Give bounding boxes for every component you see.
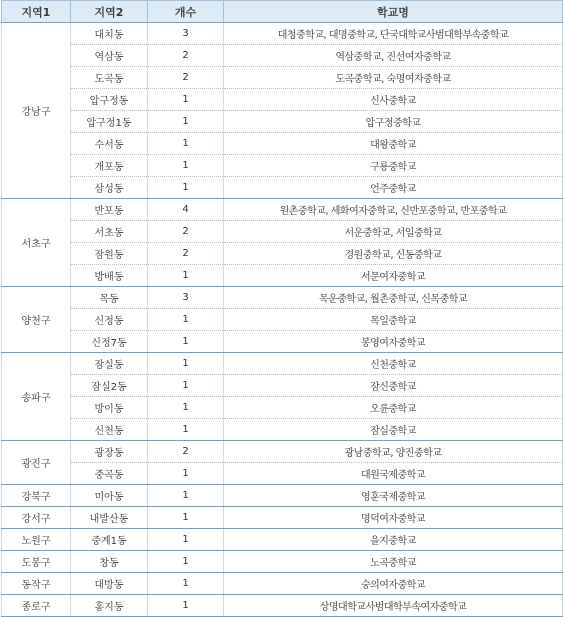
count-cell: 1	[148, 89, 224, 111]
count-cell: 1	[148, 397, 224, 419]
region2-cell: 역삼동	[71, 45, 148, 67]
table-row	[2, 177, 563, 199]
region1-cell: 강남구	[2, 23, 71, 199]
table-row	[2, 133, 563, 155]
school-names-cell: 언주중학교	[224, 177, 563, 199]
region1-cell: 송파구	[2, 353, 71, 441]
region1-cell: 노원구	[2, 529, 71, 551]
region2-cell: 서초동	[71, 221, 148, 243]
table-row	[2, 309, 563, 331]
school-names-cell: 역삼중학교, 진선여자중학교	[224, 45, 563, 67]
school-names-cell: 구룡중학교	[224, 155, 563, 177]
count-cell: 1	[148, 331, 224, 353]
count-cell: 1	[148, 551, 224, 573]
table-row	[2, 111, 563, 133]
region2-cell: 중곡동	[71, 463, 148, 485]
count-cell: 2	[148, 243, 224, 265]
count-cell: 1	[148, 111, 224, 133]
region2-cell: 잠실동	[71, 353, 148, 375]
region2-cell: 도곡동	[71, 67, 148, 89]
count-cell: 1	[148, 419, 224, 441]
header-region2: 지역2	[71, 1, 148, 23]
table-row	[2, 45, 563, 67]
school-names-cell: 영훈국제중학교	[224, 485, 563, 507]
school-names-cell: 목일중학교	[224, 309, 563, 331]
count-cell: 1	[148, 353, 224, 375]
region2-cell: 내발산동	[71, 507, 148, 529]
school-names-cell: 압구정중학교	[224, 111, 563, 133]
region1-cell: 양천구	[2, 287, 71, 353]
region1-cell: 도봉구	[2, 551, 71, 573]
table-row	[2, 463, 563, 485]
count-cell: 1	[148, 155, 224, 177]
region2-cell: 대방동	[71, 573, 148, 595]
count-cell: 1	[148, 265, 224, 287]
region2-cell: 방이동	[71, 397, 148, 419]
region1-cell: 강북구	[2, 485, 71, 507]
school-names-cell: 목운중학교, 월촌중학교, 신목중학교	[224, 287, 563, 309]
count-cell: 1	[148, 529, 224, 551]
table-row	[2, 485, 563, 507]
count-cell: 1	[148, 309, 224, 331]
school-names-cell: 상명대학교사범대학부속여자중학교	[224, 595, 563, 617]
region2-cell: 압구정1동	[71, 111, 148, 133]
region2-cell: 수서동	[71, 133, 148, 155]
table-row	[2, 89, 563, 111]
count-cell: 1	[148, 573, 224, 595]
school-table	[1, 0, 563, 617]
region1-cell: 강서구	[2, 507, 71, 529]
table-row	[2, 595, 563, 617]
table-row	[2, 23, 563, 45]
school-names-cell: 대왕중학교	[224, 133, 563, 155]
table-row	[2, 573, 563, 595]
school-names-cell: 잠신중학교	[224, 375, 563, 397]
count-cell: 3	[148, 23, 224, 45]
school-names-cell: 대원국제중학교	[224, 463, 563, 485]
header-school: 학교명	[224, 1, 563, 23]
region2-cell: 잠원동	[71, 243, 148, 265]
table-row	[2, 529, 563, 551]
school-names-cell: 잠실중학교	[224, 419, 563, 441]
region2-cell: 개포동	[71, 155, 148, 177]
region2-cell: 신정7동	[71, 331, 148, 353]
school-names-cell: 광남중학교, 양진중학교	[224, 441, 563, 463]
table-row	[2, 441, 563, 463]
count-cell: 3	[148, 287, 224, 309]
count-cell: 1	[148, 485, 224, 507]
region2-cell: 방배동	[71, 265, 148, 287]
region2-cell: 창동	[71, 551, 148, 573]
table-row	[2, 67, 563, 89]
region2-cell: 광장동	[71, 441, 148, 463]
school-names-cell: 서문여자중학교	[224, 265, 563, 287]
region2-cell: 대치동	[71, 23, 148, 45]
region1-cell: 서초구	[2, 199, 71, 287]
header-row	[2, 1, 563, 23]
school-names-cell: 서운중학교, 서일중학교	[224, 221, 563, 243]
count-cell: 2	[148, 441, 224, 463]
school-names-cell: 도곡중학교, 숙명여자중학교	[224, 67, 563, 89]
table-row	[2, 353, 563, 375]
school-names-cell: 신사중학교	[224, 89, 563, 111]
region1-cell: 광진구	[2, 441, 71, 485]
table-row	[2, 331, 563, 353]
count-cell: 1	[148, 507, 224, 529]
table-row	[2, 221, 563, 243]
count-cell: 4	[148, 199, 224, 221]
school-names-cell: 원촌중학교, 세화여자중학교, 신반포중학교, 반포중학교	[224, 199, 563, 221]
region2-cell: 삼성동	[71, 177, 148, 199]
table-row	[2, 375, 563, 397]
school-names-cell: 대청중학교, 대명중학교, 단국대학교사범대학부속중학교	[224, 23, 563, 45]
count-cell: 1	[148, 375, 224, 397]
table-row	[2, 287, 563, 309]
region2-cell: 미아동	[71, 485, 148, 507]
table-row	[2, 155, 563, 177]
school-names-cell: 을지중학교	[224, 529, 563, 551]
header-count: 개수	[148, 1, 224, 23]
region2-cell: 중계1동	[71, 529, 148, 551]
region2-cell: 반포동	[71, 199, 148, 221]
count-cell: 1	[148, 595, 224, 617]
school-names-cell: 경원중학교, 신동중학교	[224, 243, 563, 265]
region2-cell: 홍지동	[71, 595, 148, 617]
school-names-cell: 오륜중학교	[224, 397, 563, 419]
table-body	[2, 23, 563, 617]
region2-cell: 신정동	[71, 309, 148, 331]
region1-cell: 동작구	[2, 573, 71, 595]
table-row	[2, 551, 563, 573]
table-row	[2, 507, 563, 529]
table-row	[2, 419, 563, 441]
count-cell: 2	[148, 45, 224, 67]
school-names-cell: 신천중학교	[224, 353, 563, 375]
region2-cell: 신천동	[71, 419, 148, 441]
count-cell: 2	[148, 67, 224, 89]
table-row	[2, 243, 563, 265]
count-cell: 1	[148, 133, 224, 155]
count-cell: 2	[148, 221, 224, 243]
count-cell: 1	[148, 463, 224, 485]
table-row	[2, 199, 563, 221]
header-region1: 지역1	[2, 1, 71, 23]
school-names-cell: 명덕여자중학교	[224, 507, 563, 529]
school-names-cell: 노곡중학교	[224, 551, 563, 573]
count-cell: 1	[148, 177, 224, 199]
table-row	[2, 397, 563, 419]
region2-cell: 목동	[71, 287, 148, 309]
region1-cell: 종로구	[2, 595, 71, 617]
region2-cell: 압구정동	[71, 89, 148, 111]
region2-cell: 잠실2동	[71, 375, 148, 397]
table-row	[2, 265, 563, 287]
school-names-cell: 봉영여자중학교	[224, 331, 563, 353]
school-names-cell: 숭의여자중학교	[224, 573, 563, 595]
